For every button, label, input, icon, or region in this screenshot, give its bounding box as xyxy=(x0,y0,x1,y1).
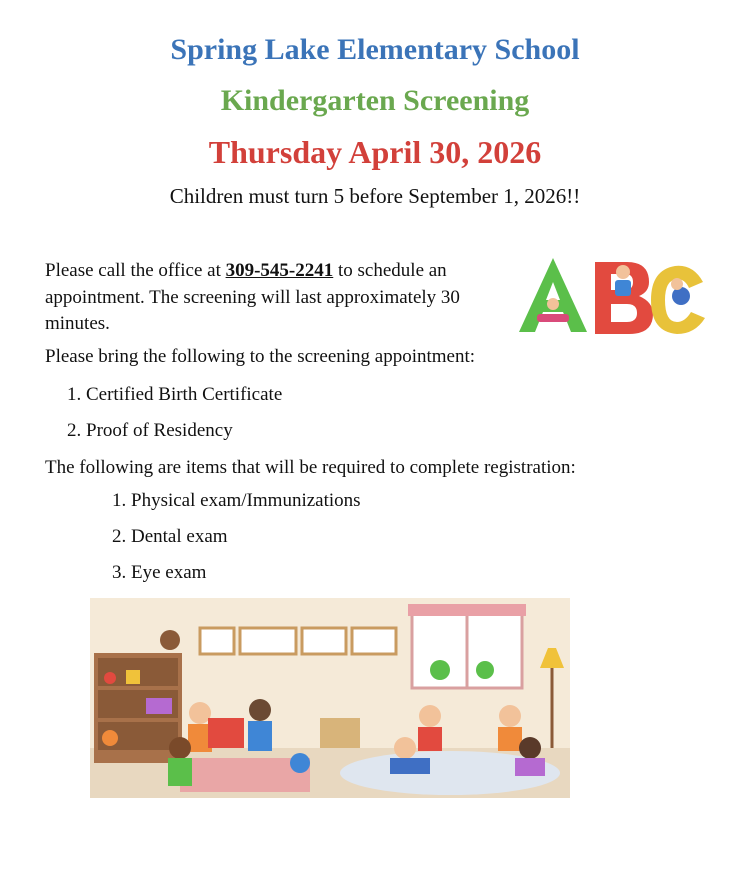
call-paragraph xyxy=(45,258,520,338)
list-text: Eye exam xyxy=(131,562,207,583)
required-intro: The following are items that will be required to complete registration: xyxy=(45,457,576,478)
age-notice: Children must turn 5 before September 1, 2026!! xyxy=(169,184,581,208)
list-item xyxy=(112,562,206,584)
list-item xyxy=(67,420,233,442)
call-suffix: to schedule an appointment. The screening will last approximately 30 minutes. xyxy=(45,260,460,335)
list-item xyxy=(112,526,228,548)
abc-letters-icon xyxy=(515,252,707,338)
event-date: Thursday April 30, 2026 xyxy=(208,134,542,170)
list-text: Proof of Residency xyxy=(86,420,233,441)
classroom-illustration-icon xyxy=(90,598,570,798)
bring-intro: Please bring the following to the screening appointment: xyxy=(45,346,476,367)
list-number: 1. xyxy=(67,384,82,405)
list-item xyxy=(67,384,282,406)
phone-number[interactable]: 309-545-2241 xyxy=(225,260,334,281)
school-name: Spring Lake Elementary School xyxy=(170,33,580,66)
list-text: Dental exam xyxy=(131,526,228,547)
list-text: Certified Birth Certificate xyxy=(86,384,283,405)
list-text: Physical exam/Immunizations xyxy=(131,490,361,511)
event-title: Kindergarten Screening xyxy=(220,84,530,117)
list-number: 2. xyxy=(112,526,127,547)
list-number: 1. xyxy=(112,490,127,511)
list-item xyxy=(112,490,361,512)
list-number: 3. xyxy=(112,562,127,583)
call-prefix: Please call the office at xyxy=(45,260,221,281)
list-number: 2. xyxy=(67,420,82,441)
